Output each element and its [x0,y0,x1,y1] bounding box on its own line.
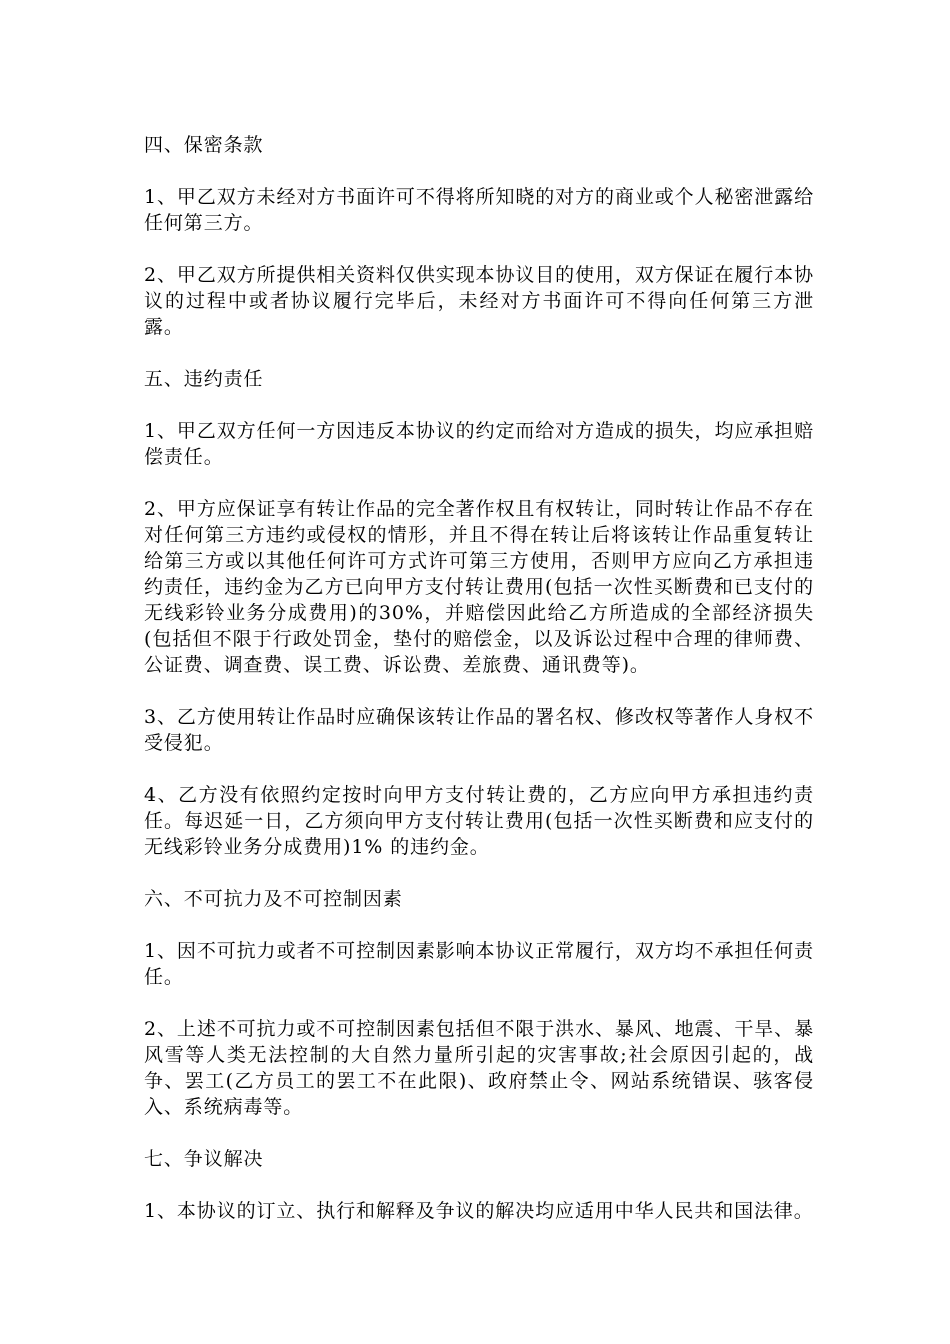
clause-4-2: 2、甲乙双方所提供相关资料仅供实现本协议目的使用，双方保证在履行本协议的过程中或者协议履行完毕后，未经对方书面许可不得向任何第三方泄露。 [144,264,814,338]
section-heading-liability: 五、违约责任 [144,368,264,390]
section-heading-dispute: 七、争议解决 [144,1148,264,1170]
clause-6-2: 2、上述不可抗力或不可控制因素包括但不限于洪水、暴风、地震、干旱、暴风雪等人类无法控制的大自然力量所引起的灾害事故;社会原因引起的，战争、罢工(乙方员工的罢工不在此限)、政府禁止令、网站系统错误、骇客侵入、系统病毒等。 [144,1018,814,1118]
clause-5-3: 3、乙方使用转让作品时应确保该转让作品的署名权、修改权等著作人身权不受侵犯。 [144,706,814,754]
section-heading-force-majeure: 六、不可抗力及不可控制因素 [144,888,403,910]
section-heading-confidentiality: 四、保密条款 [144,134,264,156]
clause-5-4: 4、乙方没有依照约定按时向甲方支付转让费的，乙方应向甲方承担违约责任。每迟延一日，乙方须向甲方支付转让费用(包括一次性买断费和应支付的无线彩铃业务分成费用)1% 的违约金。 [144,784,814,858]
clause-7-1: 1、本协议的订立、执行和解释及争议的解决均应适用中华人民共和国法律。 [144,1200,814,1222]
document-body [144,132,814,1250]
clause-4-1: 1、甲乙双方未经对方书面许可不得将所知晓的对方的商业或个人秘密泄露给任何第三方。 [144,186,814,234]
clause-5-1: 1、甲乙双方任何一方因违反本协议的约定而给对方造成的损失，均应承担赔偿责任。 [144,420,814,468]
clause-6-1: 1、因不可抗力或者不可控制因素影响本协议正常履行，双方均不承担任何责任。 [144,940,814,988]
clause-5-2: 2、甲方应保证享有转让作品的完全著作权且有权转让，同时转让作品不存在对任何第三方违约或侵权的情形，并且不得在转让后将该转让作品重复转让给第三方或以其他任何许可方式许可第三方使用，否则甲方应向乙方承担违约责任，违约金为乙方已向甲方支付转让费用(包括一次性买断费和已支付的无线彩铃业务分成费用)的30%，并赔偿因此给乙方所造成的全部经济损失(包括但不限于行政处罚金，垫付的赔偿金，以及诉讼过程中合理的律师费、公证费、调查费、误工费、诉讼费、差旅费、通讯费等)。 [144,498,814,676]
